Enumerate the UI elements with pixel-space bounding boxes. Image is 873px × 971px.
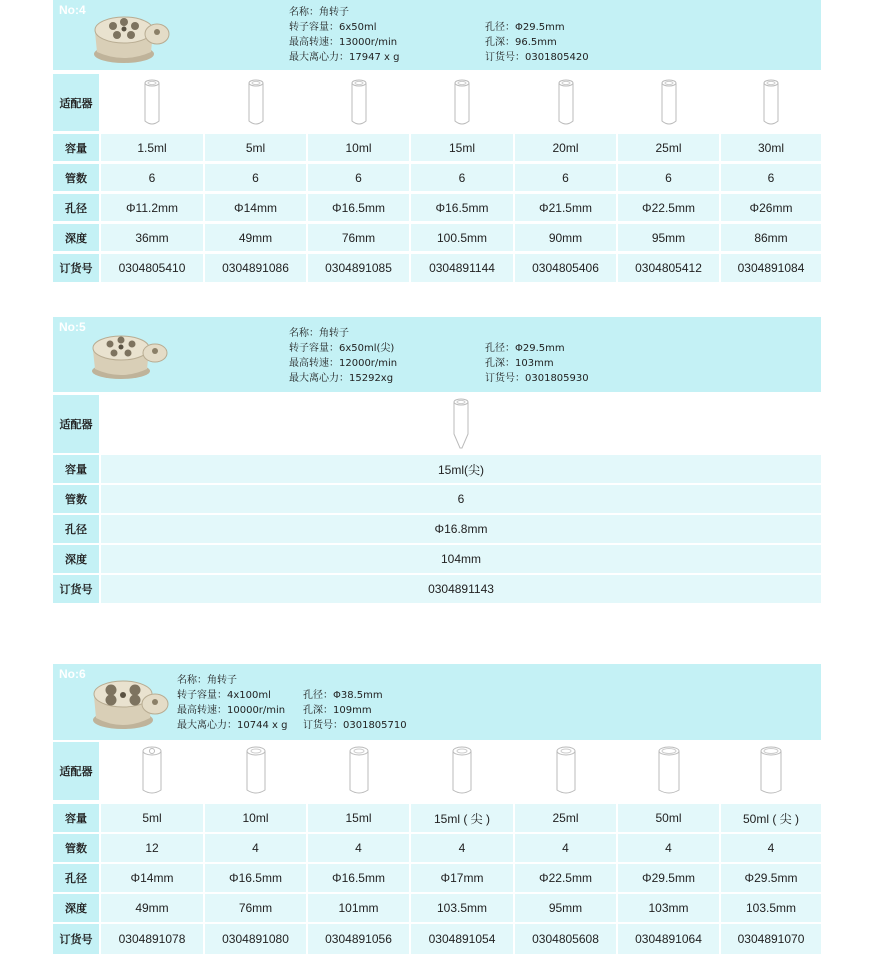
count-cell: 6 [101,485,821,513]
depth-cell: 36mm [101,224,203,251]
spec-capacity: 转子容量：4x100ml [177,690,271,701]
depth-row [53,545,821,573]
depth-cell: 95mm [515,894,616,922]
tube-icon [452,746,472,796]
row-label: 管数 [53,834,99,862]
spec-speed: 最高转速：13000r/min [289,37,398,48]
row-label: 容量 [53,804,99,832]
order-cell: 0304891144 [411,254,513,282]
capacity-cell: 30ml [721,134,821,161]
adapter-cell [618,74,719,131]
capacity-row [53,804,821,832]
spec-hole: 孔径：Φ38.5mm [303,690,383,701]
rotor-number: No:6 [59,667,86,681]
adapter-cell [205,74,306,131]
spec-rcf: 最大离心力：15292xg [289,373,394,384]
tube-icon [144,79,160,127]
depth-cell: 76mm [205,894,306,922]
row-label: 深度 [53,894,99,922]
depth-cell: 103.5mm [721,894,821,922]
spec-speed: 最高转速：12000r/min [289,358,398,369]
hole-cell: Φ16.5mm [308,864,409,892]
capacity-row [53,134,821,161]
order-cell: 0304805410 [101,254,203,282]
row-label: 适配器 [53,742,99,800]
adapter-row [53,74,821,131]
adapter-cell [411,74,513,131]
depth-cell: 49mm [205,224,306,251]
capacity-cell: 1.5ml [101,134,203,161]
adapter-cell [101,395,821,453]
row-label: 订货号 [53,575,99,603]
capacity-cell: 15ml ( 尖 ) [411,804,513,832]
count-cell: 6 [411,164,513,191]
order-cell: 0304891080 [205,924,306,954]
spec-hole: 孔径：Φ29.5mm [485,22,565,33]
adapter-cell [308,74,409,131]
depth-row [53,224,821,251]
order-cell: 0304891085 [308,254,409,282]
count-row [53,834,821,862]
spec-capacity: 转子容量：6x50ml(尖) [289,343,395,354]
hole-cell: Φ22.5mm [618,194,719,221]
spec-order: 订货号：0301805930 [485,373,589,384]
rotor-header [53,0,821,70]
hole-row [53,864,821,892]
capacity-cell: 5ml [205,134,306,161]
depth-cell: 103mm [618,894,719,922]
adapter-row [53,395,821,453]
hole-cell: Φ14mm [205,194,306,221]
tube-icon [556,746,576,796]
count-cell: 4 [308,834,409,862]
row-label: 孔径 [53,194,99,221]
spec-depth: 孔深：96.5mm [485,37,557,48]
row-label: 适配器 [53,395,99,453]
rotor-number: No:4 [59,3,86,17]
capacity-cell: 5ml [101,804,203,832]
count-cell: 6 [515,164,616,191]
rotor-specs-right [485,341,589,386]
count-cell: 4 [411,834,513,862]
tube-icon [760,746,782,796]
spec-order: 订货号：0301805710 [303,720,407,731]
depth-cell: 104mm [101,545,821,573]
row-label: 深度 [53,545,99,573]
hole-cell: Φ14mm [101,864,203,892]
tube-icon [658,746,680,796]
count-cell: 4 [205,834,306,862]
spec-name: 名称：角转子 [289,328,349,339]
depth-cell: 49mm [101,894,203,922]
order-cell: 0304891064 [618,924,719,954]
adapter-cell [721,742,821,800]
hole-cell: Φ26mm [721,194,821,221]
order-cell: 0304891084 [721,254,821,282]
capacity-cell: 25ml [515,804,616,832]
row-label: 订货号 [53,254,99,282]
hole-cell: Φ16.5mm [205,864,306,892]
row-label: 管数 [53,485,99,513]
capacity-cell: 15ml [308,804,409,832]
row-label: 容量 [53,455,99,483]
spec-rcf: 最大离心力：10744 x g [177,720,288,731]
count-cell: 4 [515,834,616,862]
spec-name: 名称：角转子 [177,675,237,686]
order-cell: 0304891070 [721,924,821,954]
adapter-cell [205,742,306,800]
order-cell: 0304891056 [308,924,409,954]
rotor-header [53,664,821,740]
spec-name: 名称：角转子 [289,7,349,18]
adapter-cell [411,742,513,800]
depth-cell: 95mm [618,224,719,251]
tube-icon [349,746,369,796]
hole-cell: Φ29.5mm [618,864,719,892]
spec-speed: 最高转速：10000r/min [177,705,286,716]
count-row [53,164,821,191]
depth-cell: 86mm [721,224,821,251]
order-cell: 0304805608 [515,924,616,954]
tube-icon [142,746,162,796]
count-cell: 4 [618,834,719,862]
tube-icon [454,79,470,127]
count-cell: 4 [721,834,821,862]
hole-cell: Φ16.8mm [101,515,821,543]
hole-cell: Φ21.5mm [515,194,616,221]
hole-row [53,194,821,221]
rotor-specs-right [485,20,589,65]
capacity-cell: 15ml(尖) [101,455,821,483]
capacity-cell: 15ml [411,134,513,161]
hole-cell: Φ16.5mm [411,194,513,221]
order-cell: 0304805412 [618,254,719,282]
tube-icon [558,79,574,127]
count-cell: 6 [721,164,821,191]
spec-depth: 孔深：103mm [485,358,554,369]
adapter-row [53,742,821,800]
count-row [53,485,821,513]
order-cell: 0304891054 [411,924,513,954]
row-label: 订货号 [53,924,99,954]
count-cell: 6 [101,164,203,191]
capacity-cell: 25ml [618,134,719,161]
adapter-cell [308,742,409,800]
row-label: 深度 [53,224,99,251]
rotor-section-4 [53,0,821,283]
count-cell: 6 [205,164,306,191]
capacity-cell: 20ml [515,134,616,161]
adapter-cell [101,74,203,131]
order-row [53,924,821,954]
depth-cell: 76mm [308,224,409,251]
tube-icon [763,79,779,127]
hole-cell: Φ29.5mm [721,864,821,892]
rotor-header [53,317,821,392]
adapter-cell [515,74,616,131]
order-cell: 0304891086 [205,254,306,282]
spec-order: 订货号：0301805420 [485,52,589,63]
spec-hole: 孔径：Φ29.5mm [485,343,565,354]
rotor-specs-left [177,673,287,733]
hole-cell: Φ22.5mm [515,864,616,892]
adapter-cell [101,742,203,800]
tube-icon [246,746,266,796]
adapter-cell [721,74,821,131]
depth-cell: 101mm [308,894,409,922]
capacity-row [53,455,821,483]
rotor-specs-right [303,688,407,733]
spec-rcf: 最大离心力：17947 x g [289,52,400,63]
row-label: 容量 [53,134,99,161]
adapter-cell [515,742,616,800]
spec-depth: 孔深：109mm [303,705,372,716]
rotor-specs-left [289,326,397,386]
count-cell: 12 [101,834,203,862]
order-cell: 0304891143 [101,575,821,603]
row-label: 孔径 [53,515,99,543]
capacity-cell: 10ml [308,134,409,161]
conical-tube-icon [453,398,469,450]
order-cell: 0304891078 [101,924,203,954]
rotor-specs-left [289,5,399,65]
capacity-cell: 50ml [618,804,719,832]
tube-icon [661,79,677,127]
tube-icon [351,79,367,127]
rotor-number: No:5 [59,320,86,334]
row-label: 适配器 [53,74,99,131]
order-row [53,575,821,603]
row-label: 管数 [53,164,99,191]
rotor-image [91,672,171,732]
order-cell: 0304805406 [515,254,616,282]
depth-cell: 90mm [515,224,616,251]
spec-capacity: 转子容量：6x50ml [289,22,377,33]
rotor-section-6 [53,664,821,955]
count-cell: 6 [618,164,719,191]
hole-row [53,515,821,543]
hole-cell: Φ16.5mm [308,194,409,221]
rotor-section-5 [53,317,821,604]
order-row [53,254,821,282]
depth-cell: 100.5mm [411,224,513,251]
rotor-image [91,8,173,64]
tube-icon [248,79,264,127]
hole-cell: Φ11.2mm [101,194,203,221]
count-cell: 6 [308,164,409,191]
depth-row [53,894,821,922]
capacity-cell: 10ml [205,804,306,832]
adapter-cell [618,742,719,800]
rotor-image [89,327,169,381]
capacity-cell: 50ml ( 尖 ) [721,804,821,832]
hole-cell: Φ17mm [411,864,513,892]
depth-cell: 103.5mm [411,894,513,922]
row-label: 孔径 [53,864,99,892]
